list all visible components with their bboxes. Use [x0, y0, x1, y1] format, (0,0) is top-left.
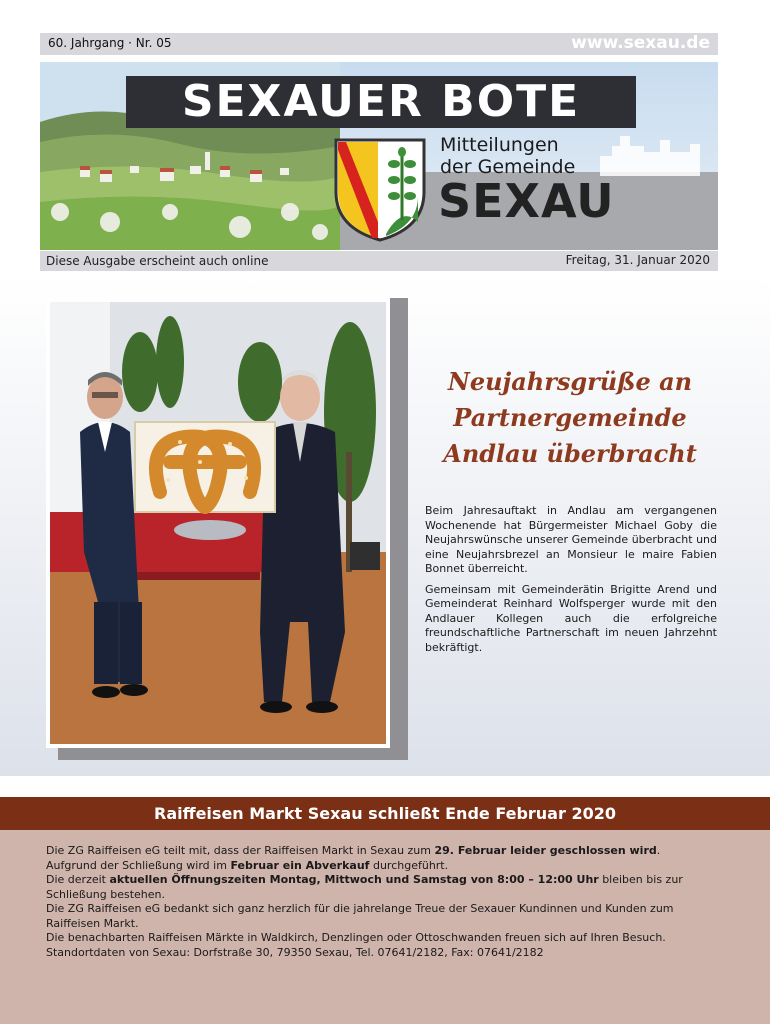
- notice-text-span: bleiben bis zur Schließung bestehen.: [46, 873, 683, 901]
- notice-bold-span: 29. Februar leider geschlossen wird: [434, 844, 657, 857]
- municipality-name: SEXAU: [438, 174, 615, 228]
- notice-line: [46, 859, 726, 874]
- notice-heading: Raiffeisen Markt Sexau schließt Ende Februar 2020: [0, 797, 770, 830]
- headline-line-1: Neujahrsgrüße an: [447, 367, 693, 396]
- notice-line: Die ZG Raiffeisen eG bedankt sich ganz herzlich für die jahrelange Treue der Sexauer Kundinnen und Kunden zum Raiffeisen Markt.: [46, 902, 674, 930]
- notice-line: [46, 844, 726, 859]
- castle-silhouette: [600, 122, 710, 176]
- notice-text-span: Aufgrund der Schließung wird im: [46, 858, 231, 872]
- notice-text-span: Die ZG Raiffeisen eG teilt mit, dass der Raiffeisen Markt in Sexau zum: [46, 844, 435, 857]
- notice-box: [0, 830, 770, 1024]
- pretzel-handover-photo: [50, 302, 386, 744]
- article-paragraph: Beim Jahresauftakt in Andlau am vergangenen Wochenende hat Bürgermeister Michael Goby die Neujahrswünsche unserer Gemeinde überbracht und eine Neujahrsbrezel an Monsieur le maire Fabien Bonnet überreicht.: [425, 504, 717, 575]
- notice-text: [46, 844, 726, 960]
- notice-text-span: .: [656, 844, 661, 857]
- feature-article: [0, 276, 770, 776]
- notice-bold-span: aktuellen Öffnungszeiten Montag, Mittwoch und Samstag von 8:00 – 12:00 Uhr: [109, 873, 599, 886]
- notice-line: [46, 873, 726, 902]
- online-note: Diese Ausgabe erscheint auch online: [46, 254, 269, 268]
- subtitle-line-2: der Gemeinde: [440, 156, 576, 178]
- publication-date: Freitag, 31. Januar 2020: [565, 253, 710, 267]
- headline-line-3: Andlau überbracht: [443, 439, 697, 468]
- website-link[interactable]: www.sexau.de: [571, 33, 710, 53]
- notice-text-span: Die derzeit: [46, 873, 110, 886]
- publication-title: SEXAUER BOTE: [126, 76, 636, 128]
- subtitle-line-1: Mitteilungen: [440, 134, 559, 156]
- masthead-subtitle: [440, 134, 575, 178]
- issue-number: 60. Jahrgang · Nr. 05: [48, 36, 172, 50]
- notice-bold-span: Februar ein Abverkauf: [230, 858, 370, 872]
- notice-line: Die benachbarten Raiffeisen Märkte in Waldkirch, Denzlingen oder Ottoschwanden freuen sich auf Ihren Besuch.: [46, 931, 666, 944]
- top-info-bar: [40, 33, 718, 55]
- notice-text-span: durchgeführt.: [369, 858, 449, 872]
- headline-line-2: Partnergemeinde: [453, 403, 687, 432]
- article-headline: [420, 364, 720, 472]
- notice-line: Standortdaten von Sexau: Dorfstraße 30, 79350 Sexau, Tel. 07641/2182, Fax: 07641/2182: [46, 945, 544, 959]
- coat-of-arms-icon: [332, 136, 428, 244]
- masthead: [40, 62, 718, 250]
- article-paragraph: Gemeinsam mit Gemeinderätin Brigitte Arend und Gemeinderat Reinhard Wolfsperger wurde mit den Andlauer Kollegen auch die erfolgreiche freundschaftliche Partnerschaft im neuen Jahrzehnt bekräftigt.: [425, 582, 717, 654]
- date-bar: [40, 251, 718, 271]
- article-body: [425, 504, 717, 661]
